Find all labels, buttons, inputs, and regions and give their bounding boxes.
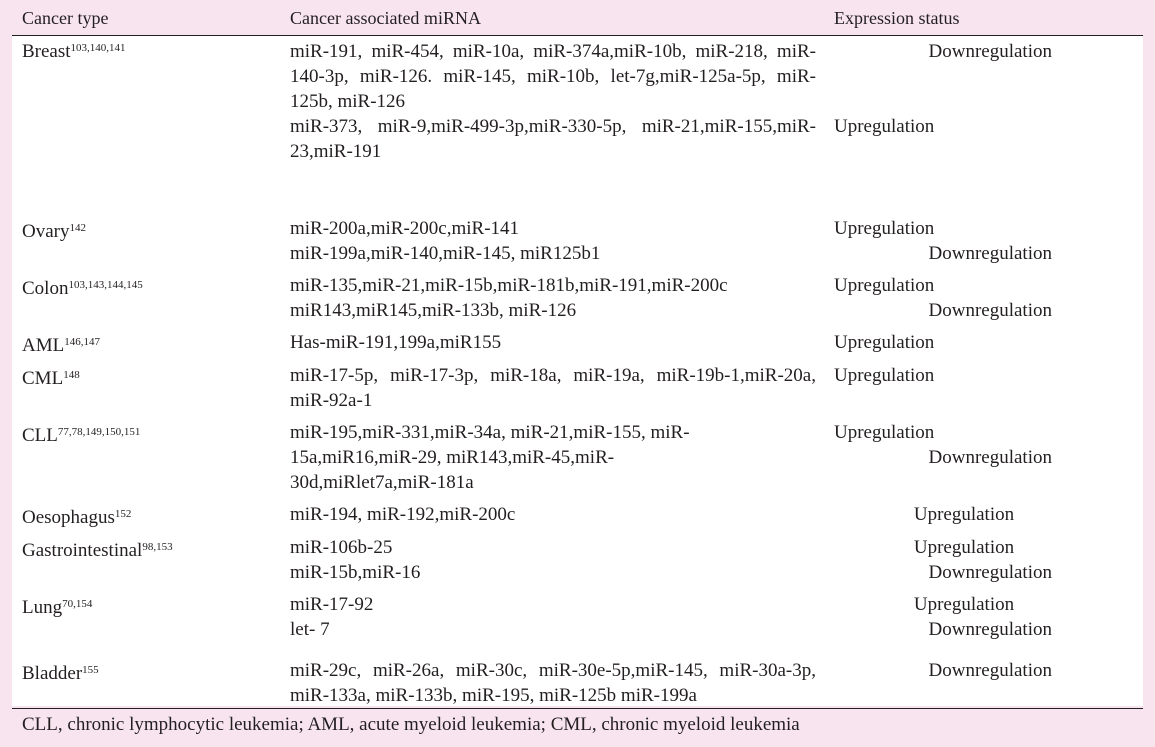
mirna-cell: miR-29c, miR-26a, miR-30c, miR-30e-5p,miR-145, miR-30a-3p, miR-133a, miR-133b, miR-195, miR-125b miR-199a [290,660,816,706]
mirna-cell: miR-135,miR-21,miR-15b,miR-181b,miR-191,miR-200c [290,275,728,296]
reference-superscript: 103,143,144,145 [68,279,143,291]
mirna-cell: miR-199a,miR-140,miR-145, miR125b1 [290,243,601,264]
header-rule [12,35,1143,36]
expression-status-cell: Downregulation [928,660,1052,681]
table-header [0,0,1155,34]
table-row-ovary [12,216,1143,273]
header-cancer-associated-mirna: Cancer associated miRNA [290,8,481,28]
table-body [12,36,1143,706]
reference-superscript: 148 [63,369,80,381]
mirna-cell: miR-17-5p, miR-17-3p, miR-18a, miR-19a, miR-19b-1,miR-20a, miR-92a-1 [290,365,816,411]
reference-superscript: 103,140,141 [70,42,126,54]
table-row-colon [12,273,1143,330]
cancer-type-name: CLL [22,425,58,446]
cancer-type-name: Gastrointestinal [22,540,143,561]
expression-status-cell: Upregulation [834,365,935,386]
expression-status-cell: Upregulation [834,218,935,239]
reference-superscript: 146,147 [64,336,100,348]
header-cancer-type: Cancer type [22,8,109,28]
mirna-cell: miR-17-92 [290,594,374,615]
reference-superscript: 142 [69,222,86,234]
expression-status-cell: Upregulation [834,116,935,137]
expression-status-cell: Downregulation [928,300,1052,321]
table-row-aml [12,330,1143,363]
expression-status-cell: Upregulation [834,275,935,296]
expression-status-cell: Downregulation [928,447,1052,468]
expression-status-cell: Downregulation [928,41,1052,62]
table-row-oesophagus [12,502,1143,535]
cancer-type-name: AML [22,335,65,356]
mirna-cell: miR-194, miR-192,miR-200c [290,504,516,525]
mirna-cell: miR-106b-25 [290,537,393,558]
mirna-cell: miR-195,miR-331,miR-34a, miR-21,miR-155, miR-15a,miR16,miR-29, miR143,miR-45,miR-30d,miRlet7a,miR-181a [290,422,690,493]
table-row-cll [12,420,1143,502]
cancer-type-cell [22,423,140,448]
table-row-cml [12,363,1143,420]
expression-status-cell: Upregulation [913,537,1015,558]
cancer-type-name: Bladder [22,663,83,684]
expression-status-cell: Upregulation [834,422,935,443]
cancer-type-cell [22,595,92,620]
expression-status-cell: Downregulation [928,562,1052,583]
cancer-type-name: Ovary [22,221,70,242]
header-expression-status: Expression status [834,8,960,28]
expression-status-cell: Downregulation [928,619,1052,640]
table-footnote: CLL, chronic lymphocytic leukemia; AML, acute myeloid leukemia; CML, chronic myeloid leukemia [22,714,800,735]
mirna-cell: Has-miR-191,199a,miR155 [290,332,502,353]
reference-superscript: 98,153 [142,541,173,553]
reference-superscript: 155 [82,664,99,676]
mirna-cell: miR-373, miR-9,miR-499-3p,miR-330-5p, miR-21,miR-155,miR-23,miR-191 [290,116,816,162]
table-row-breast [12,36,1143,216]
cancer-type-cell [22,276,143,301]
reference-superscript: 152 [114,508,132,520]
mirna-cell: miR-200a,miR-200c,miR-141 [290,218,520,239]
cancer-type-name: Colon [22,278,69,299]
table-bottom-rule [12,708,1143,709]
mirna-cell: miR143,miR145,miR-133b, miR-126 [290,300,577,321]
table-row-bladder [12,658,1143,706]
cancer-type-name: CML [22,368,64,389]
mirna-cell: let- 7 [290,619,330,640]
expression-status-cell: Upregulation [834,332,935,353]
cancer-type-cell [22,333,100,358]
reference-superscript: 70,154 [62,598,93,610]
mirna-cell: miR-15b,miR-16 [290,562,421,583]
cancer-type-cell [22,505,131,530]
cancer-type-name: Lung [22,597,63,618]
reference-superscript: 77,78,149,150,151 [57,426,141,438]
expression-status-cell: Downregulation [928,243,1052,264]
cancer-type-cell [22,538,173,563]
cancer-type-cell [22,39,126,64]
expression-status-cell: Upregulation [913,594,1015,615]
cancer-type-cell [22,661,99,686]
cancer-type-name: Breast [22,41,71,62]
mirna-cell: miR-191, miR-454, miR-10a, miR-374a,miR-10b, miR-218, miR-140-3p, miR-126. miR-145, miR-10b, let-7g,miR-125a-5p, miR-125b, miR-126 [290,41,816,112]
cancer-type-name: Oesophagus [22,507,115,528]
cancer-type-cell [22,219,86,244]
table-row-lung [12,592,1143,658]
cancer-type-cell [22,366,80,391]
expression-status-cell: Upregulation [913,504,1015,525]
table-row-gastrointestinal [12,535,1143,592]
